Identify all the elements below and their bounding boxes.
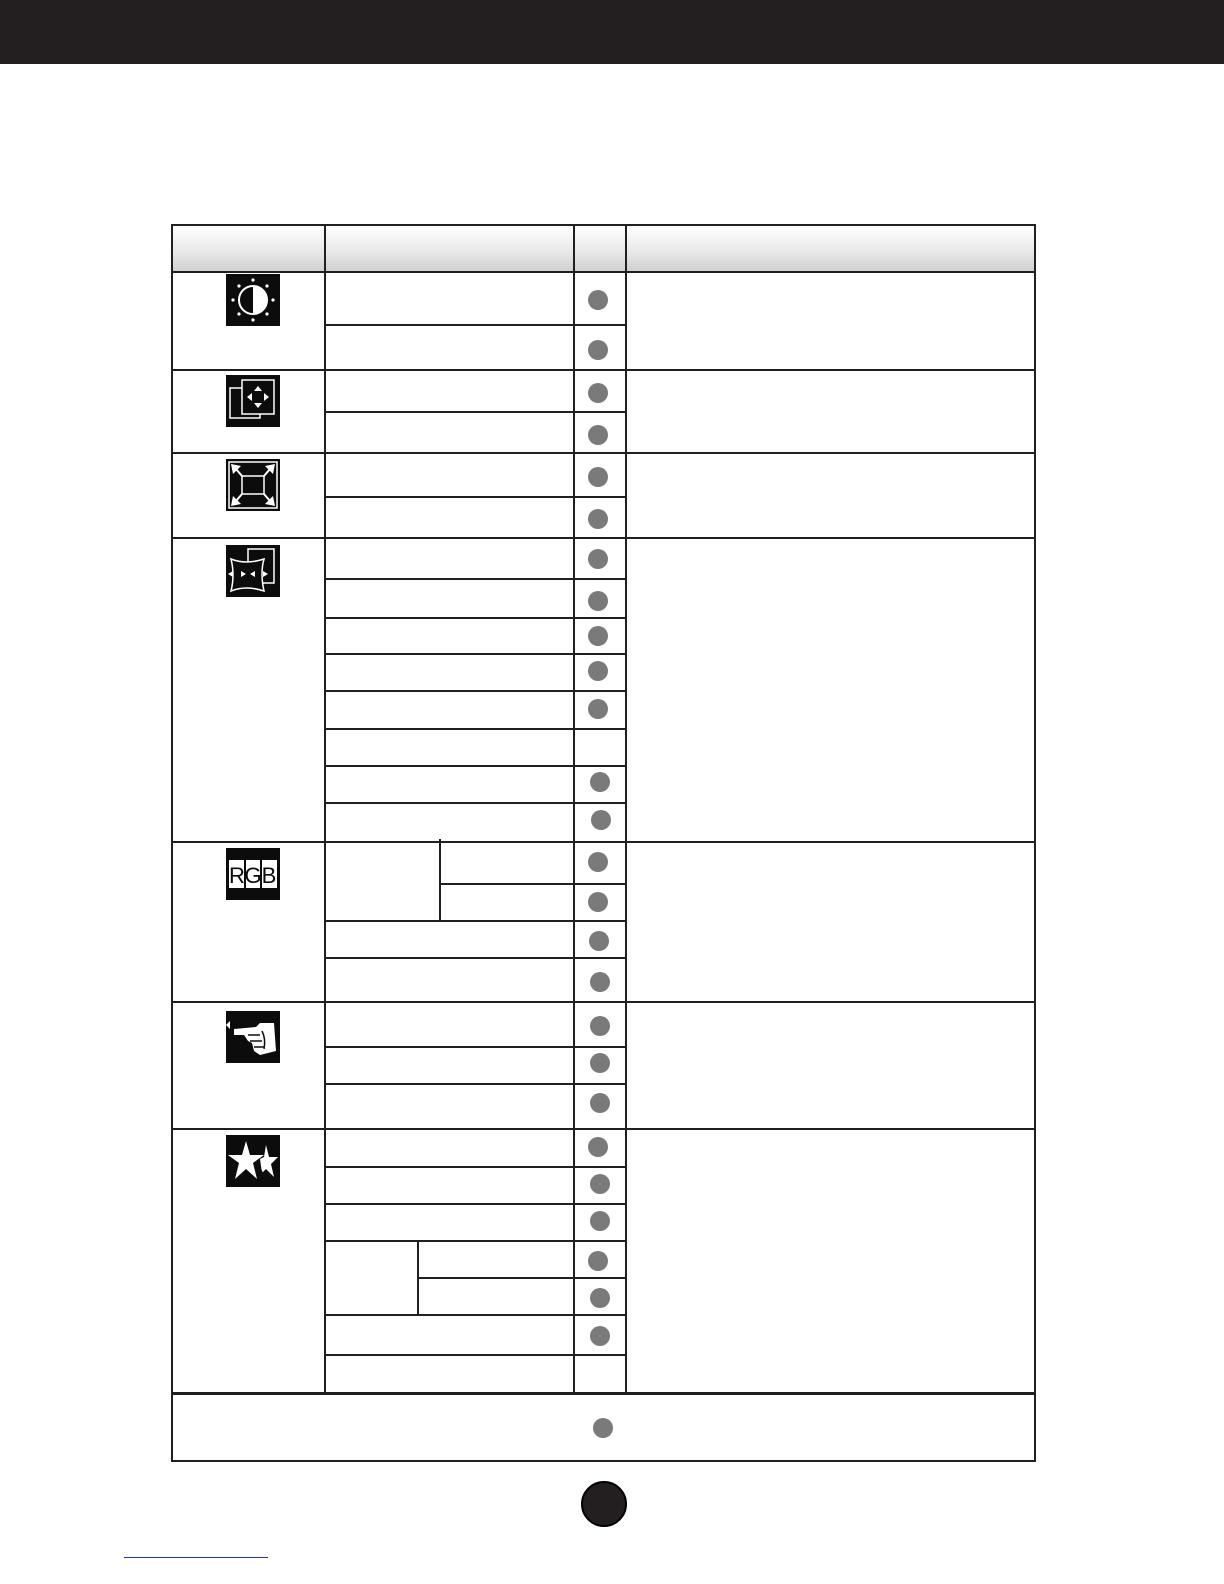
group-divider <box>171 271 1036 273</box>
row-divider <box>440 883 626 885</box>
group-divider <box>171 537 1036 539</box>
sub-column-divider <box>417 1240 419 1315</box>
page-marker <box>588 892 608 912</box>
page-marker <box>593 1418 613 1438</box>
rgb-color-icon <box>226 848 280 900</box>
star-special-icon <box>226 1135 280 1187</box>
table-border-top <box>171 224 1036 226</box>
group-divider <box>171 1392 1036 1395</box>
group-divider <box>171 369 1036 371</box>
row-divider <box>326 690 626 692</box>
page-marker <box>589 931 609 951</box>
row-divider <box>326 1203 626 1205</box>
row-divider <box>326 324 626 326</box>
table-header-row <box>173 226 1035 272</box>
page-marker <box>588 425 608 445</box>
svg-text:R: R <box>229 863 245 888</box>
svg-text:G: G <box>244 863 262 888</box>
row-divider <box>326 957 626 959</box>
row-divider <box>326 496 626 498</box>
group-divider <box>171 1001 1036 1003</box>
row-divider <box>326 1046 626 1048</box>
position-move-icon <box>226 375 280 427</box>
group-divider <box>171 1128 1036 1130</box>
column-divider <box>625 224 627 1394</box>
row-divider <box>326 653 626 655</box>
table-border-right <box>1034 224 1036 1462</box>
page-number-badge <box>581 1481 627 1527</box>
row-divider <box>326 802 626 804</box>
page-marker <box>588 626 608 646</box>
row-divider <box>326 411 626 413</box>
group-divider <box>171 841 1036 843</box>
row-divider <box>326 1354 626 1356</box>
row-divider <box>326 1166 626 1168</box>
page-marker <box>590 972 610 992</box>
table-border-left <box>171 224 173 1462</box>
row-divider <box>326 1083 626 1085</box>
page-marker <box>588 290 608 310</box>
page-marker <box>588 509 608 529</box>
column-divider <box>324 224 326 1394</box>
page-marker <box>590 1093 610 1113</box>
svg-text:B: B <box>261 863 277 888</box>
picture-brightness-contrast-icon <box>226 274 280 326</box>
page-marker <box>590 1288 610 1308</box>
footer-link-underline <box>124 1557 268 1558</box>
group-divider <box>171 452 1036 454</box>
row-divider <box>326 1314 626 1316</box>
table-border-bottom <box>171 1460 1036 1462</box>
page-marker <box>588 852 608 872</box>
page-marker <box>590 1053 610 1073</box>
row-divider <box>418 1277 626 1279</box>
page-marker <box>590 1174 610 1194</box>
row-divider <box>326 920 626 922</box>
row-divider <box>326 578 626 580</box>
row-divider <box>326 765 626 767</box>
sub-column-divider <box>439 839 441 921</box>
page-marker <box>590 1326 610 1346</box>
row-divider <box>326 617 626 619</box>
page-marker <box>588 1251 608 1271</box>
page-marker <box>590 772 610 792</box>
page-marker <box>591 810 611 830</box>
page-marker <box>588 699 608 719</box>
page-marker <box>588 661 608 681</box>
hand-user-icon <box>226 1011 280 1063</box>
page-marker <box>588 383 608 403</box>
column-divider <box>573 224 575 1394</box>
page-marker <box>588 549 608 569</box>
page-marker <box>588 591 608 611</box>
geometry-pincushion-icon <box>226 545 280 597</box>
size-expand-icon <box>226 459 280 511</box>
page-marker <box>590 1016 610 1036</box>
row-divider <box>326 1240 626 1242</box>
page-marker <box>588 1137 608 1157</box>
page-marker <box>588 467 608 487</box>
page-marker <box>590 1211 610 1231</box>
row-divider <box>326 728 626 730</box>
page-marker <box>588 340 608 360</box>
